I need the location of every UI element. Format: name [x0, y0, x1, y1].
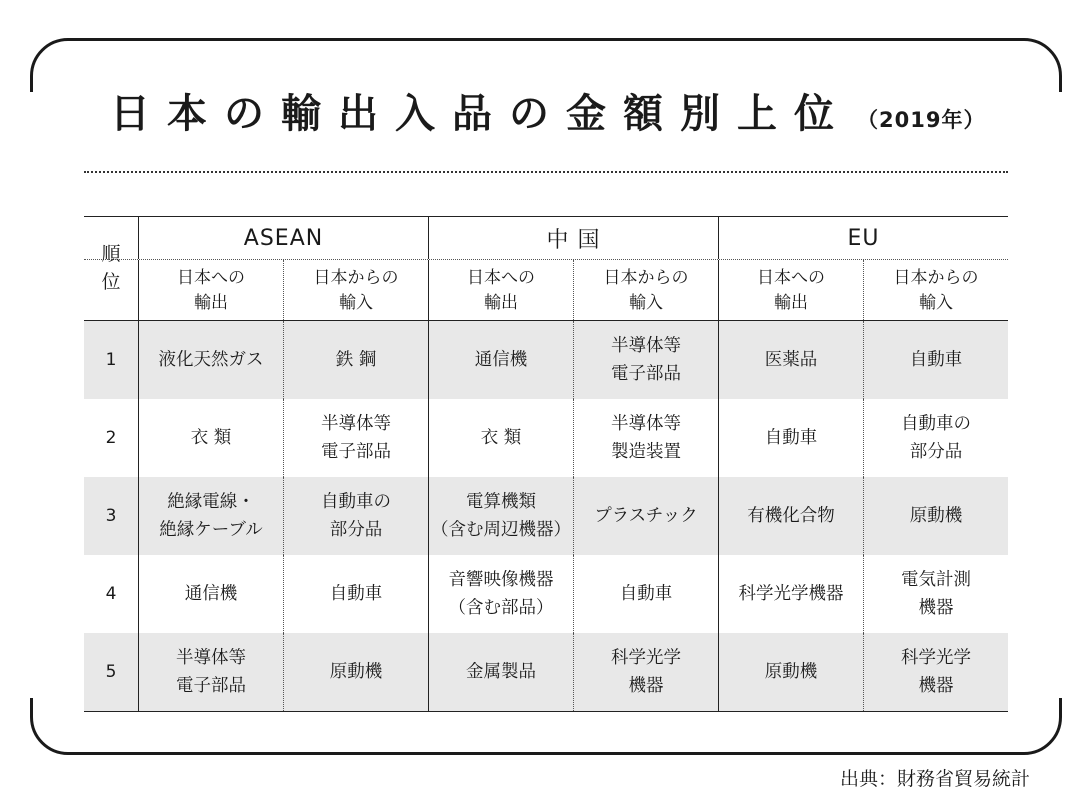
table-cell: 液化天然ガス: [138, 321, 283, 399]
table-cell: 科学光学 機器: [863, 633, 1008, 711]
table-cell: 自動車の 部分品: [863, 399, 1008, 477]
table-cell: 有機化合物: [718, 477, 863, 555]
region-header-eu: EU: [718, 217, 1008, 259]
table-cell: 自動車の 部分品: [283, 477, 428, 555]
table-cell: プラスチック: [573, 477, 718, 555]
table-row: [84, 555, 1008, 633]
table-cell: 電気計測 機器: [863, 555, 1008, 633]
sub-header: 日本への 輸出: [718, 260, 863, 320]
table-cell: 半導体等 電子部品: [283, 399, 428, 477]
table-cell: 電算機類 （含む周辺機器）: [428, 477, 573, 555]
sub-header-row: [84, 260, 1008, 321]
rank-cell: 1: [105, 350, 117, 370]
table-row: [84, 321, 1008, 399]
sub-header: 日本への 輸出: [138, 260, 283, 320]
rank-cell: 5: [105, 662, 117, 682]
region-header-asean: ASEAN: [138, 217, 428, 259]
rank-cell: 2: [105, 428, 117, 448]
table-cell: 原動機: [863, 477, 1008, 555]
page-title: [110, 82, 985, 142]
frame-gap-right: [1052, 92, 1070, 698]
table-cell: 半導体等 電子部品: [138, 633, 283, 711]
table-cell: 半導体等 製造装置: [573, 399, 718, 477]
table-cell: 自動車: [283, 555, 428, 633]
rank-header: [84, 217, 138, 319]
table-cell: 金属製品: [428, 633, 573, 711]
sub-header: 日本への 輸出: [428, 260, 573, 320]
rank-cell: 3: [105, 506, 117, 526]
sub-header: 日本からの 輸入: [863, 260, 1008, 320]
table-cell: 鉄 鋼: [283, 321, 428, 399]
region-header-row: [84, 217, 1008, 260]
table-cell: 衣 類: [138, 399, 283, 477]
table-cell: 自動車: [573, 555, 718, 633]
trade-table: [84, 216, 1008, 712]
table-row: [84, 399, 1008, 477]
table-cell: 自動車: [718, 399, 863, 477]
table-cell: 医薬品: [718, 321, 863, 399]
table-row: [84, 477, 1008, 555]
sub-header: 日本からの 輸入: [573, 260, 718, 320]
table-row: [84, 633, 1008, 711]
table-cell: 半導体等 電子部品: [573, 321, 718, 399]
title-main: 日本の輸出入品の金額別上位: [110, 91, 851, 137]
table-cell: 自動車: [863, 321, 1008, 399]
region-header-china: 中 国: [428, 217, 718, 259]
table-cell: 絶縁電線・ 絶縁ケーブル: [138, 477, 283, 555]
table-cell: 衣 類: [428, 399, 573, 477]
table-cell: 音響映像機器 （含む部品）: [428, 555, 573, 633]
sub-header: 日本からの 輸入: [283, 260, 428, 320]
rank-header-char: 順: [101, 243, 121, 265]
title-divider: [84, 171, 1008, 173]
table-cell: 原動機: [283, 633, 428, 711]
table-cell: 原動機: [718, 633, 863, 711]
source-note: 出典：財務省貿易統計: [839, 768, 1030, 790]
rank-header-char: 位: [101, 271, 121, 293]
rank-cell: 4: [105, 584, 117, 604]
title-year: （2019年）: [857, 108, 986, 132]
table-cell: 通信機: [138, 555, 283, 633]
frame-gap-left: [22, 92, 40, 698]
table-cell: 科学光学 機器: [573, 633, 718, 711]
table-cell: 科学光学機器: [718, 555, 863, 633]
table-cell: 通信機: [428, 321, 573, 399]
